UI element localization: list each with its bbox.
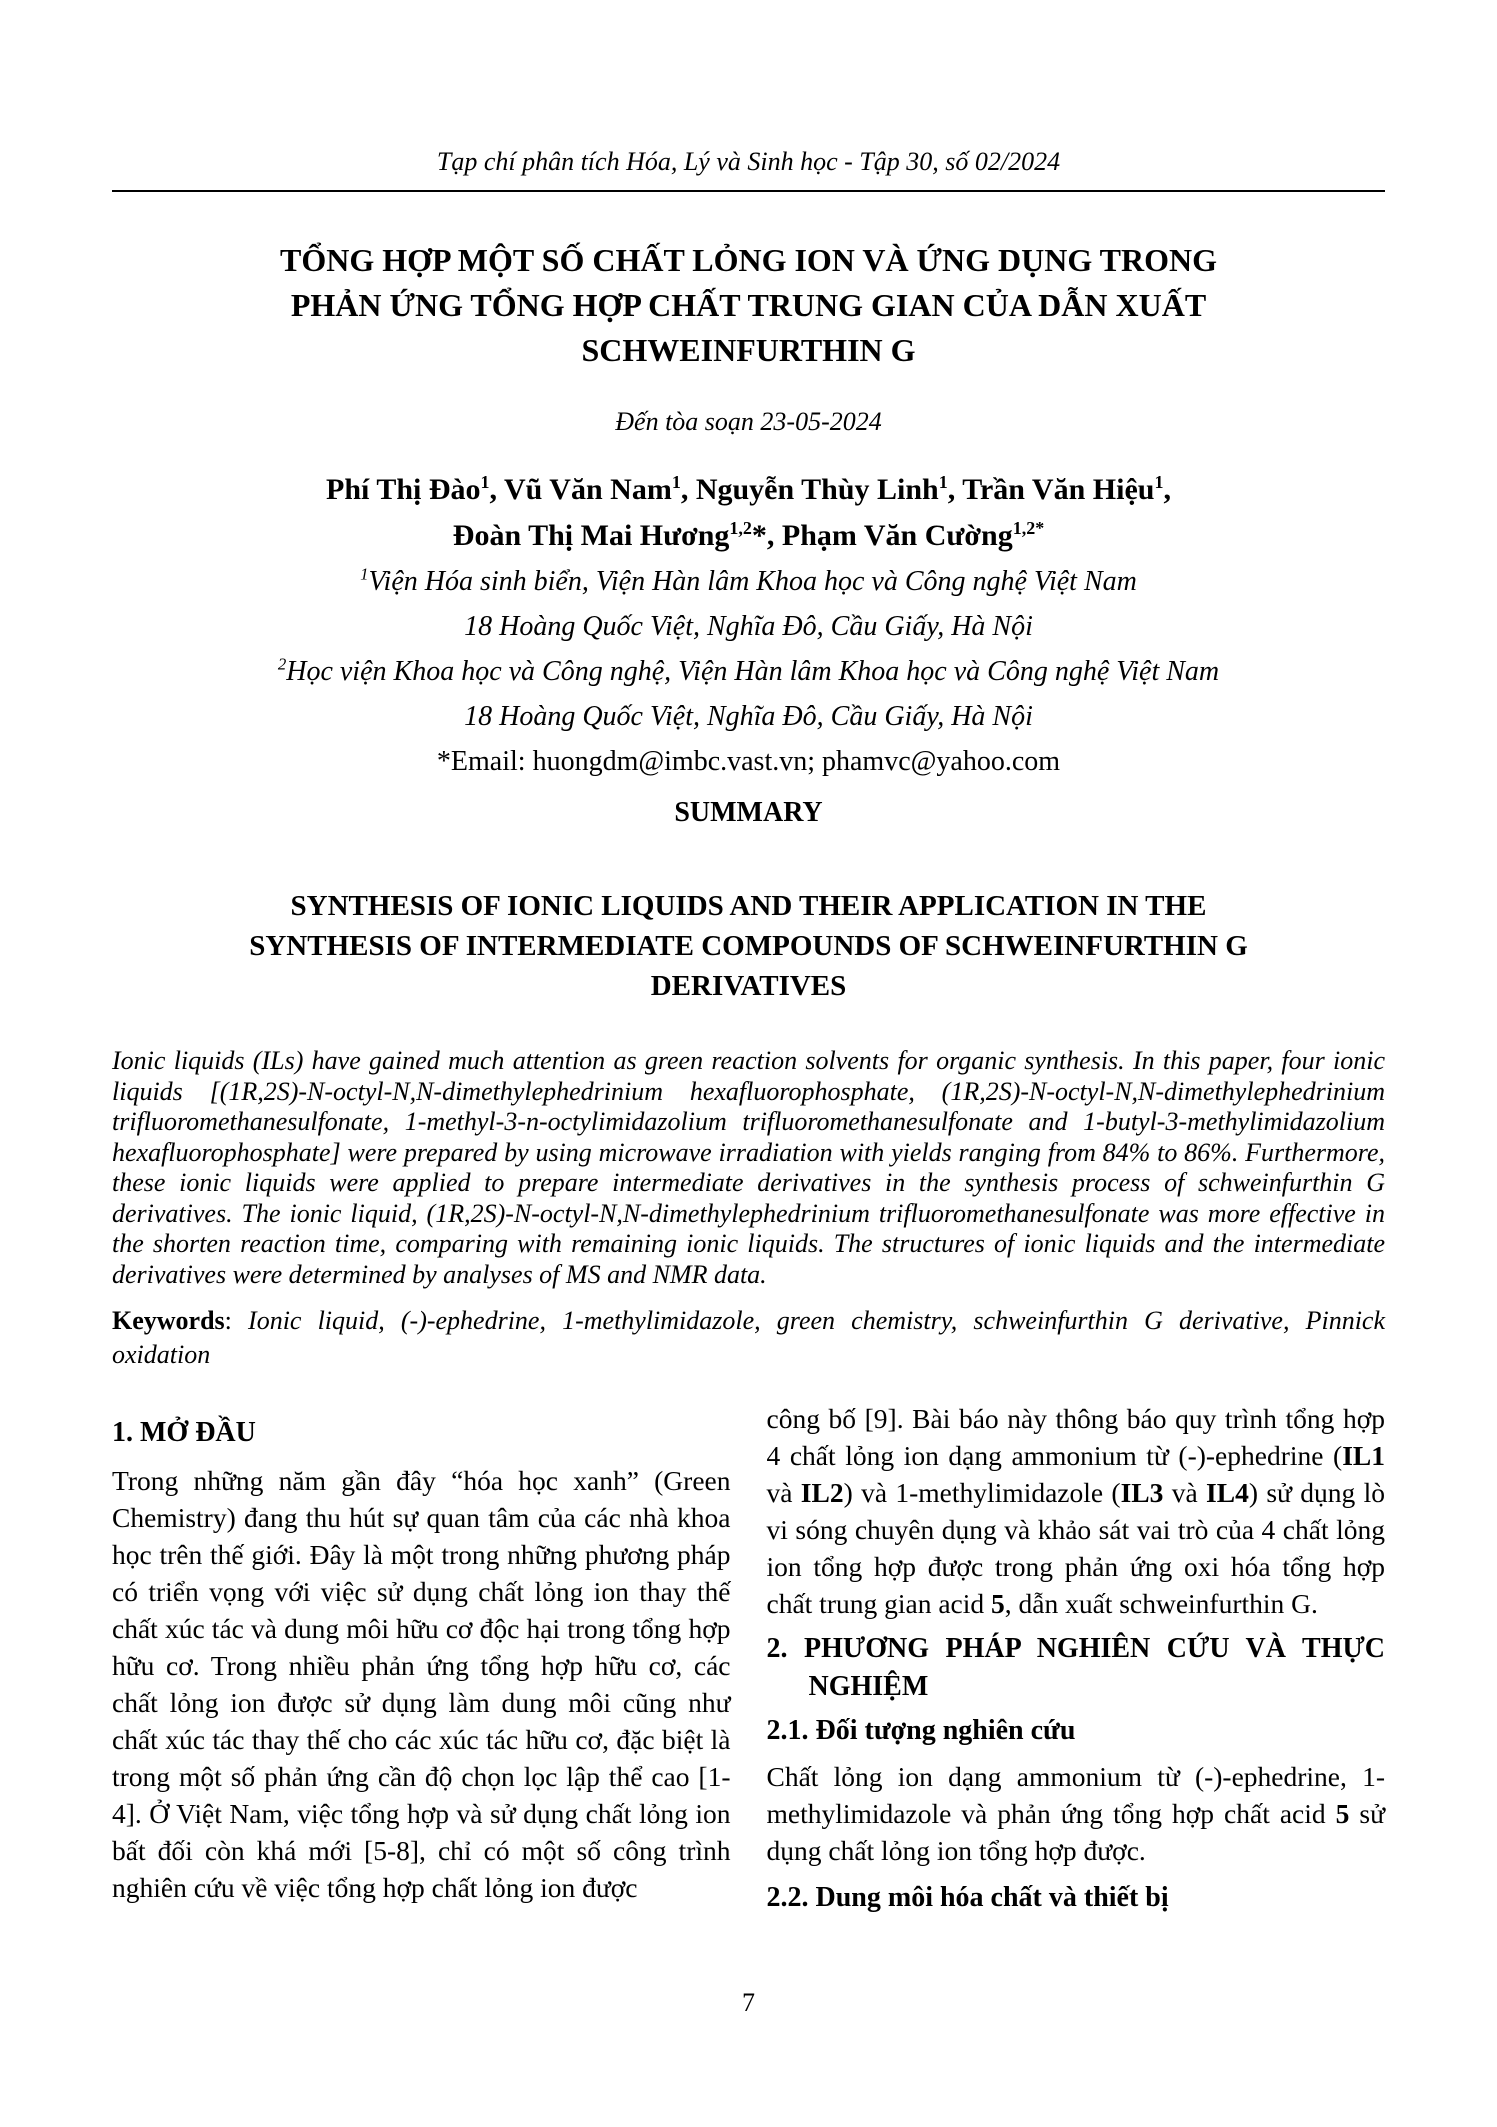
section-1-paragraph: Trong những năm gần đây “hóa học xanh” (Green Chemistry) đang thu hút sự quan tâm của các nhà khoa học trên thế giới. Đây là một trong những phương pháp có triển vọng với việc sử dụng chất lỏng ion thay thế chất xúc tác và dung môi hữu cơ độc hại trong tổng hợp hữu cơ. Trong nhiều phản ứng tổng hợp hữu cơ, các chất lỏng ion được sử dụng làm dung môi cũng như chất xúc tác thay thế cho các xúc tác hữu cơ, đặc biệt là trong một số phản ứng cần độ chọn lọc lập thể cao [1-4]. Ở Việt Nam, việc tổng hợp và sử dụng chất lỏng ion bất đối còn khá mới [5-8], chỉ có một số công trình nghiên cứu về việc tổng hợp chất lỏng ion được	[112, 1465, 731, 1903]
corresponding-email: *Email: huongdm@imbc.vast.vn; phamvc@yahoo.com	[436, 746, 1061, 777]
affiliation-1-address: 18 Hoàng Quốc Việt, Nghĩa Đô, Cầu Giấy, Hà Nội	[464, 611, 1033, 642]
affiliations-block	[112, 559, 1385, 784]
affiliation-1: $^1$Viện Hóa sinh biển, Viện Hàn lâm Khoa học và Công nghệ Việt Nam	[360, 564, 1137, 597]
section-2-1-paragraph: Chất lỏng ion dạng ammonium từ (-)-ephedrine, 1-methylimidazole và phản ứng tổng hợp chất acid 5 sử dụng chất lỏng ion tổng hợp được.	[766, 1761, 1385, 1866]
keywords-line: Keywords: Ionic liquid, (-)-ephedrine, 1-methylimidazole, green chemistry, schweinfurthin G derivative, Pinnick oxidation	[112, 1306, 1385, 1369]
title-line: TỔNG HỢP MỘT SỐ CHẤT LỎNG ION VÀ ỨNG DỤNG TRONG	[280, 242, 1217, 278]
title-line: PHẢN ỨNG TỔNG HỢP CHẤT TRUNG GIAN CỦA DẪN XUẤT	[290, 287, 1207, 323]
title-en-line: DERIVATIVES	[650, 970, 847, 1002]
affiliation-2-address: 18 Hoàng Quốc Việt, Nghĩa Đô, Cầu Giấy, Hà Nội	[464, 701, 1033, 732]
affiliation-2: $^2$Học viện Khoa học và Công nghệ, Viện Hàn lâm Khoa học và Công nghệ Việt Nam	[277, 654, 1220, 687]
right-column	[767, 1400, 1386, 1917]
page-number: 7	[742, 1988, 755, 2017]
received-date: Đến tòa soạn 23-05-2024	[615, 407, 882, 436]
left-column	[112, 1400, 731, 1917]
paper-title-vietnamese	[112, 238, 1385, 373]
title-en-line: SYNTHESIS OF INTERMEDIATE COMPOUNDS OF SCHWEINFURTHIN G	[249, 930, 1248, 962]
section-2-heading-line2: NGHIỆM	[808, 1671, 929, 1702]
summary-heading: SUMMARY	[674, 797, 823, 828]
section-2-1-heading: 2.1. Đối tượng nghiên cứu	[766, 1715, 1076, 1746]
title-en-line: SYNTHESIS OF IONIC LIQUIDS AND THEIR APPLICATION IN THE	[290, 890, 1207, 922]
paper-title-english	[112, 886, 1385, 1006]
abstract-paragraph: Ionic liquids (ILs) have gained much attention as green reaction solvents for organic synthesis. In this paper, four ionic liquids [(1R,2S)-N-octyl-N,N-dimethylephedrinium hexafluorophosphate, (1R,2S)-N-octyl-N,N-dimethylephedrinium trifluoromethanesulfonate, 1-methyl-3-n-octylimidazolium trifluoromethanesulfonate and 1-butyl-3-methylimidazolium hexafluorophosphate] were prepared by using microwave irradiation with yields ranging from 84% to 86%. Furthermore, these ionic liquids were applied to prepare intermediate derivatives in the synthesis process of schweinfurthin G derivatives. The ionic liquid, (1R,2S)-N-octyl-N,N-dimethylephedrinium trifluoromethanesulfonate was more effective in the shorten reaction time, comparing with remaining ionic liquids. The structures of ionic liquids and the intermediate derivatives were determined by analyses of MS and NMR data.	[112, 1046, 1385, 1289]
section-1-heading: 1. MỞ ĐẦU	[112, 1417, 256, 1448]
section-2-heading-line1: 2. PHƯƠNG PHÁP NGHIÊN CỨU VÀ THỰC	[766, 1633, 1385, 1664]
section-1-paragraph-continued: công bố [9]. Bài báo này thông báo quy trình tổng hợp 4 chất lỏng ion dạng ammonium từ (-)-ephedrine (IL1 và IL2) và 1-methylimidazole (IL3 và IL4) sử dụng lò vi sóng chuyên dụng và khảo sát vai trò của 4 chất lỏng ion tổng hợp được trong phản ứng oxi hóa tổng hợp chất trung gian acid 5, dẫn xuất schweinfurthin G.	[766, 1403, 1385, 1619]
header-divider	[112, 190, 1385, 192]
author-line: Đoàn Thị Mai Hương$^{1,2}$*, Phạm Văn Cường$^{1,2*}$	[452, 518, 1045, 552]
two-column-body	[112, 1400, 1385, 1917]
author-list	[112, 467, 1385, 559]
section-2-2-heading: 2.2. Dung môi hóa chất và thiết bị	[766, 1882, 1169, 1913]
journal-header: Tạp chí phân tích Hóa, Lý và Sinh học - Tập 30, số 02/2024	[436, 147, 1061, 176]
author-line: Phí Thị Đào$^1$, Vũ Văn Nam$^1$, Nguyễn Thùy Linh$^1$, Trần Văn Hiệu$^1$,	[326, 472, 1171, 506]
title-line: SCHWEINFURTHIN G	[581, 332, 916, 368]
